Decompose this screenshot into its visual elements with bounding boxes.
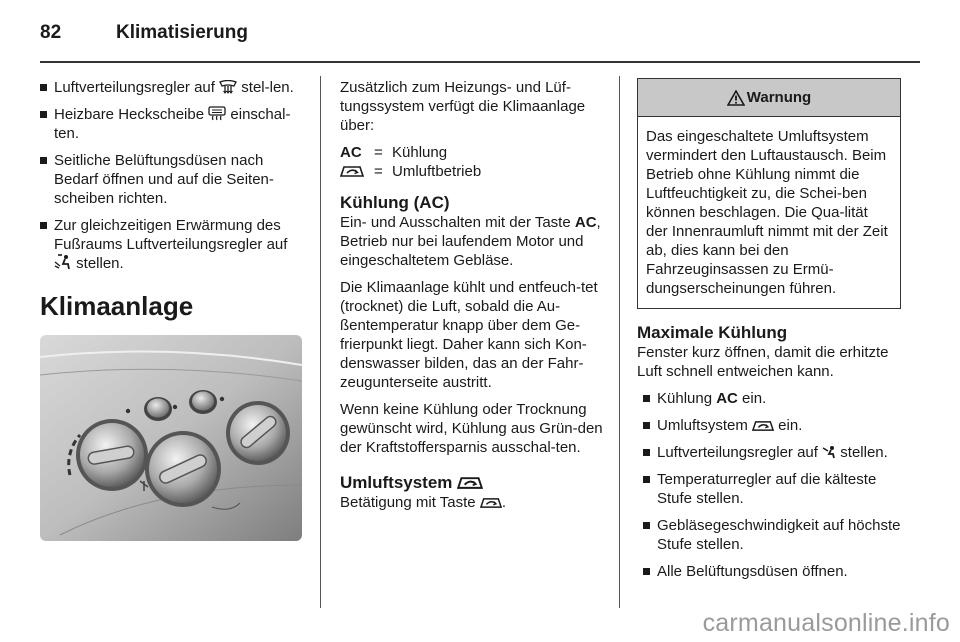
warning-header xyxy=(638,79,900,117)
definition-value: Kühlung xyxy=(392,144,448,161)
recirculation-icon xyxy=(752,419,774,432)
cooling-paragraph-1: Ein- und Ausschalten mit der Taste AC, Betrieb nur bei laufendem Motor und eingeschaltetem Gebläse. xyxy=(340,214,601,269)
recirculation-icon xyxy=(480,496,502,509)
max-cooling-intro: Fenster kurz öffnen, damit die erhitzte Luft schnell entweichen kann. xyxy=(637,344,889,380)
recirculation-icon xyxy=(340,164,364,178)
definition-ac: AC = Kühlung xyxy=(340,144,448,161)
list-item: Gebläsegeschwindigkeit auf höchste Stufe stellen. xyxy=(643,516,903,554)
column-divider xyxy=(619,76,620,608)
climate-panel-illustration xyxy=(40,335,302,541)
recirculation-paragraph: Betätigung mit Taste . xyxy=(340,494,506,511)
list-item: Zur gleichzeitigen Erwärmung des Fußraums Luftverteilungsregler auf stellen. xyxy=(40,216,306,273)
list-item: Alle Belüftungsdüsen öffnen. xyxy=(643,562,903,581)
max-cooling-list xyxy=(637,389,903,581)
heading-max-cooling: Maximale Kühlung xyxy=(637,323,788,342)
rear-window-heating-icon xyxy=(208,106,226,121)
climate-control-photo xyxy=(40,335,302,541)
cooling-paragraph-3: Wenn keine Kühlung oder Trocknung gewünscht wird, Kühlung aus Grün-den der Kraftstoffersparnis ausschal-ten. xyxy=(340,401,603,456)
page-number: 82 xyxy=(40,22,62,43)
heading-recirculation: Umluftsystem xyxy=(340,473,606,493)
watermark: carmanualsonline.info xyxy=(702,609,950,637)
list-item: Umluftsystem ein. xyxy=(643,416,903,435)
heading-cooling: Kühlung (AC) xyxy=(340,193,450,212)
warning-triangle-icon xyxy=(727,90,745,106)
definition-value: Umluftbetrieb xyxy=(392,163,482,180)
cooling-paragraph-2: Die Klimaanlage kühlt und entfeuch-tet (trocknet) die Luft, sobald die Au-ßentemperatur knapp über dem Ge-frierpunkt liegt. Daher kann sich Kon-denswasser bilden, das an der Fahr-zeugunterseite austritt. xyxy=(340,279,598,391)
intro-text: Zusätzlich zum Heizungs- und Lüf-tungssystem verfügt die Klimaanlage über: xyxy=(340,79,586,134)
section-title: Klimatisierung xyxy=(116,22,248,43)
warning-text: Das eingeschaltete Umluftsystem vermindert den Luftaustausch. Beim Betrieb ohne Kühlung nimmt die Luftfeuchtigkeit zu, die Schei-ben können beschlagen. Die Qua-lität der Innenraumluft nimmt mit der Zeit ab, dies kann bei den Fahrzeuginsassen zu Ermü-dungserscheinungen führen. xyxy=(646,128,888,297)
heading-klimaanlage: Klimaanlage xyxy=(40,291,194,321)
defrost-icon xyxy=(219,80,237,94)
list-item: Seitliche Belüftungsdüsen nach Bedarf öffnen und auf die Seiten-scheiben richten. xyxy=(40,151,306,208)
definition-key: AC xyxy=(340,144,362,161)
list-item: Temperaturregler auf die kälteste Stufe stellen. xyxy=(643,470,903,508)
face-vent-icon xyxy=(822,445,836,459)
column-right xyxy=(637,78,903,589)
column-left xyxy=(40,78,306,541)
list-item: Kühlung AC ein. xyxy=(643,389,903,408)
footwell-windscreen-icon xyxy=(54,254,72,270)
column-middle xyxy=(340,78,606,520)
column-divider xyxy=(320,76,321,608)
warning-box xyxy=(637,78,901,309)
list-item: Heizbare Heckscheibe einschal-ten. xyxy=(40,105,306,143)
definition-recirculation: = Umluftbetrieb xyxy=(340,162,606,181)
page-header xyxy=(40,22,920,62)
header-rule xyxy=(40,61,920,63)
recirculation-icon xyxy=(457,475,483,490)
list-item: Luftverteilungsregler auf stel-len. xyxy=(40,78,306,97)
warning-title: Warnung xyxy=(746,89,812,106)
list-item: Luftverteilungsregler auf stellen. xyxy=(643,443,903,462)
